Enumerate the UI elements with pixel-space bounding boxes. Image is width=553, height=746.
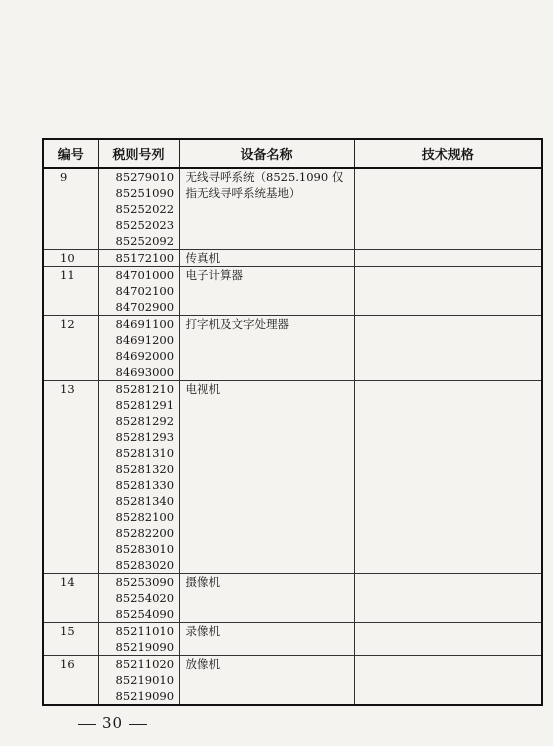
- page-number: [72, 714, 153, 732]
- tariff-codes: [98, 381, 179, 574]
- technical-spec: [354, 574, 542, 623]
- dash-right: [129, 724, 147, 725]
- tariff-codes: [98, 623, 179, 656]
- row-number: 12: [43, 316, 98, 381]
- tariff-code: 85219010: [115, 673, 175, 687]
- table-row: [43, 250, 542, 267]
- row-number: 16: [43, 656, 98, 706]
- tariff-code: 85211010: [115, 624, 175, 638]
- table-row: [43, 381, 542, 574]
- table-row: [43, 267, 542, 316]
- page-number-text: 30: [102, 714, 124, 732]
- tariff-code: 85253090: [115, 575, 175, 589]
- tariff-code: 85281292: [115, 414, 175, 428]
- tariff-code: 85211020: [115, 657, 175, 671]
- equipment-name: 摄像机: [179, 574, 354, 623]
- equipment-name: 打字机及文字处理器: [179, 316, 354, 381]
- tariff-codes: [98, 168, 179, 250]
- tariff-code: 85219090: [115, 689, 175, 703]
- table-row: [43, 623, 542, 656]
- header-number: 编号: [43, 139, 98, 168]
- row-number: 13: [43, 381, 98, 574]
- tariff-code: 85279010: [115, 170, 175, 184]
- tariff-code: 85219090: [115, 640, 175, 654]
- tariff-code: 84702900: [115, 300, 175, 314]
- row-number: 10: [43, 250, 98, 267]
- tariff-code: 84693000: [115, 365, 175, 379]
- technical-spec: [354, 381, 542, 574]
- tariff-code: 85281340: [115, 494, 175, 508]
- equipment-name: 无线寻呼系统（8525.1090 仅指无线寻呼系统基地）: [179, 168, 354, 250]
- tariff-code: 85254090: [115, 607, 175, 621]
- equipment-name: 录像机: [179, 623, 354, 656]
- tariff-code: 85283010: [115, 542, 175, 556]
- tariff-code: 85252022: [115, 202, 175, 216]
- tariff-code: 85252092: [115, 234, 175, 248]
- tariff-code: 85172100: [115, 251, 175, 265]
- tariff-codes: [98, 574, 179, 623]
- tariff-code: 85281330: [115, 478, 175, 492]
- row-number: 14: [43, 574, 98, 623]
- tariff-code: 85281320: [115, 462, 175, 476]
- technical-spec: [354, 168, 542, 250]
- row-number: 15: [43, 623, 98, 656]
- tariff-code: 84701000: [115, 268, 175, 282]
- tariff-codes: [98, 316, 179, 381]
- technical-spec: [354, 656, 542, 706]
- dash-left: [78, 724, 96, 725]
- tariff-code: 84702100: [115, 284, 175, 298]
- tariff-code: 85281210: [115, 382, 175, 396]
- table-row: [43, 316, 542, 381]
- table-row: [43, 168, 542, 250]
- row-number: 11: [43, 267, 98, 316]
- tariff-codes: [98, 267, 179, 316]
- tariff-code: 85254020: [115, 591, 175, 605]
- table-body: [43, 168, 542, 705]
- technical-spec: [354, 267, 542, 316]
- equipment-table: [42, 138, 543, 706]
- tariff-code: 85251090: [115, 186, 175, 200]
- technical-spec: [354, 316, 542, 381]
- technical-spec: [354, 623, 542, 656]
- tariff-code: 85281293: [115, 430, 175, 444]
- header-equipment-name: 设备名称: [179, 139, 354, 168]
- tariff-code: 85281310: [115, 446, 175, 460]
- tariff-code: 85282100: [115, 510, 175, 524]
- equipment-name: 传真机: [179, 250, 354, 267]
- equipment-name: 放像机: [179, 656, 354, 706]
- tariff-code: 84691100: [115, 317, 175, 331]
- row-number: 9: [43, 168, 98, 250]
- table-header-row: [43, 139, 542, 168]
- tariff-code: 84692000: [115, 349, 175, 363]
- tariff-code: 84691200: [115, 333, 175, 347]
- equipment-name: 电视机: [179, 381, 354, 574]
- tariff-code: 85281291: [115, 398, 175, 412]
- tariff-codes: [98, 656, 179, 706]
- header-technical-spec: 技术规格: [354, 139, 542, 168]
- technical-spec: [354, 250, 542, 267]
- equipment-name: 电子计算器: [179, 267, 354, 316]
- header-tariff-code: 税则号列: [98, 139, 179, 168]
- tariff-code: 85252023: [115, 218, 175, 232]
- tariff-codes: [98, 250, 179, 267]
- table-row: [43, 656, 542, 706]
- tariff-code: 85283020: [115, 558, 175, 572]
- table-row: [43, 574, 542, 623]
- tariff-code: 85282200: [115, 526, 175, 540]
